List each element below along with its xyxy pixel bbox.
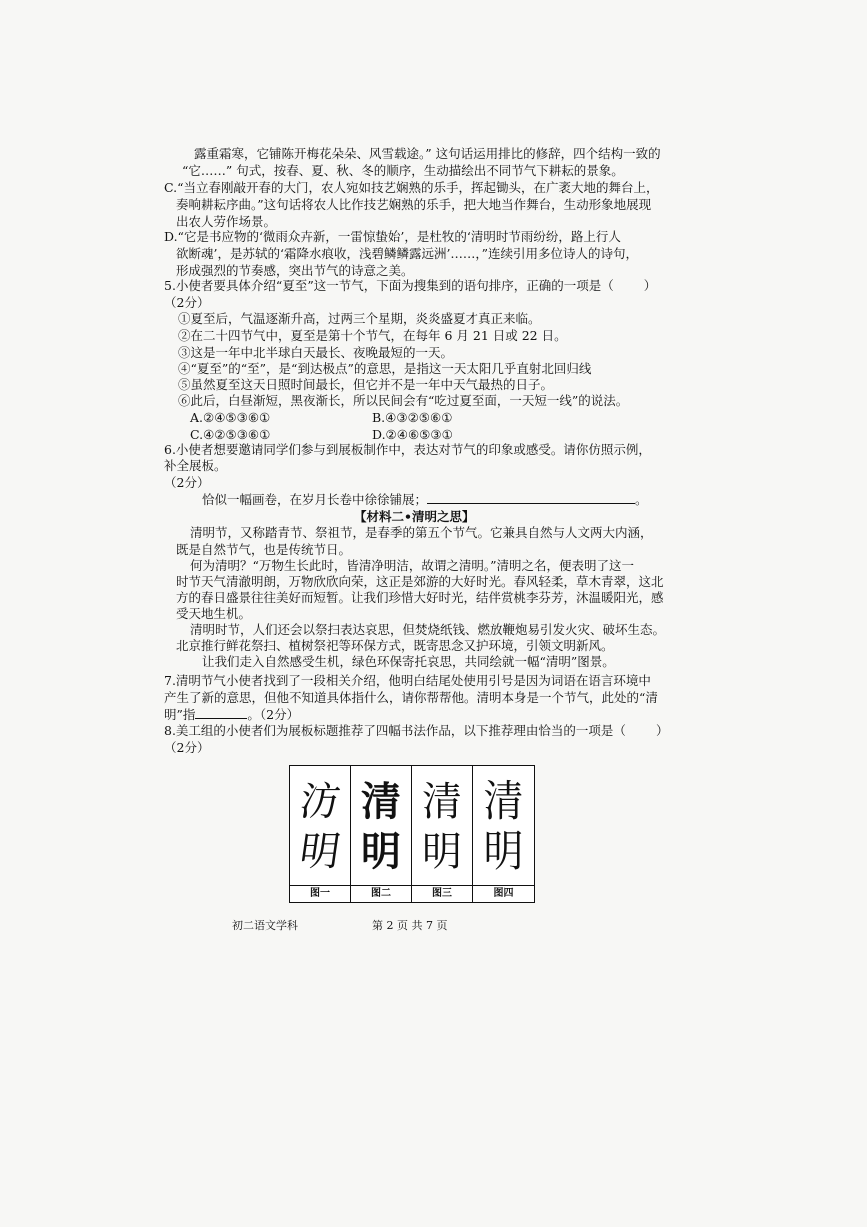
figure-2-top-char: 清 — [361, 778, 401, 825]
q8-line-1: 8.美工组的小使者们为展板标题推荐了四幅书法作品，以下推荐理由恰当的一项是（ ） — [164, 723, 669, 738]
figure-2-bottom-char: 明 — [361, 828, 401, 875]
calligraphy-figure-4[interactable] — [473, 766, 534, 902]
q7-answer-blank[interactable] — [195, 706, 247, 719]
figure-4-bottom-char: 明 — [483, 827, 524, 877]
option-b-line-2: “它……” 句式，按春、夏、秋、冬的顺序，生动描绘出不同节气下耕耘的景象。 — [182, 163, 624, 178]
q6-answer-blank[interactable] — [427, 491, 635, 504]
material2-p1-line-2: 既是自然节气，也是传统节日。 — [176, 542, 352, 557]
material2-p1-line-1: 清明节，又称踏青节、祭祖节，是春季的第五个节气。它兼具自然与人文两大内涵， — [190, 525, 653, 540]
q7-line-3: 明”指 。（2分） — [164, 707, 300, 722]
q5-stem: 5.小使者要具体介绍“夏至”这一节气，下面为搜集到的语句排序，正确的一项是（ ） — [164, 278, 657, 293]
figure-1-top-char: 汸 — [296, 779, 344, 825]
q7-line-2: 产生了新的意思，但他不知道具体指什么，请你帮帮他。清明本身是一个节气，此处的“清 — [164, 690, 658, 705]
figure-3-bottom-char: 明 — [422, 829, 462, 875]
calligraphy-figure-2[interactable] — [351, 766, 412, 902]
q5-option-b[interactable]: B.④③②⑤⑥① — [372, 410, 453, 425]
q8-score: （2分） — [164, 740, 210, 755]
option-d-line-2: 欲断魂’，是苏轼的‘霜降水痕收，浅碧鳞鳞露远洲’……，”连续引用多位诗人的诗句， — [176, 246, 639, 261]
q5-option-c[interactable]: C.④②⑤③⑥① — [190, 427, 271, 442]
q5-sentence-1: ①夏至后，气温逐渐升高，过两三个星期，炎炎盛夏才真正来临。 — [178, 311, 541, 326]
figure-4-top-char: 清 — [483, 777, 524, 827]
footer-subject: 初二语文学科 — [232, 919, 298, 932]
material2-p2-line-3: 方的春日盛景往往美好而短暂。让我们珍惜大好时光，结伴赏桃李芬芳，沐温暖阳光，感 — [176, 590, 664, 605]
material2-heading: 【材料二•清明之思】 — [354, 509, 475, 524]
q6-score: （2分） — [164, 475, 210, 490]
option-c-line-2: 奏响耕耘序曲。”这句话将农人比作技艺娴熟的乐手，把大地当作舞台，生动形象地展现 — [176, 197, 652, 212]
option-c-line-3: 出农人劳作场景。 — [176, 214, 277, 229]
calligraphy-figure-3[interactable] — [412, 766, 473, 902]
footer-page-number: 第 2 页 共 7 页 — [372, 919, 448, 932]
calligraphy-figures — [289, 765, 535, 903]
material2-p2-line-2: 时节天气清澈明朗，万物欣欣向荣，这正是郊游的大好时光。春风轻柔，草木青翠，这北 — [176, 574, 664, 589]
figure-3-caption: 图三 — [412, 885, 472, 902]
figure-3-top-char: 清 — [422, 779, 462, 825]
q5-sentence-6: ⑥此后，白昼渐短，黑夜渐长，所以民间会有“吃过夏至面，一天短一线”的说法。 — [178, 393, 629, 408]
material2-p3-line-2: 北京推行鲜花祭扫、植树祭祀等环保方式，既寄思念又护环境，引领文明新风。 — [176, 638, 614, 653]
material2-p2-line-1: 何为清明？“万物生长此时，皆清净明洁，故谓之清明。”清明之名，便表明了这一 — [190, 558, 635, 573]
calligraphy-figure-1[interactable] — [290, 766, 351, 902]
q5-sentence-3: ③这是一年中北半球白天最长、夜晚最短的一天。 — [178, 345, 454, 360]
figure-2-caption: 图二 — [351, 885, 411, 902]
q7-line-1: 7.清明节气小使者找到了一段相关介绍，他明白结尾处使用引号是因为词语在语言环境中 — [164, 673, 651, 688]
figure-4-caption: 图四 — [473, 885, 534, 902]
q6-example-line: 恰似一幅画卷，在岁月长卷中徐徐铺展； 。 — [202, 492, 648, 507]
q5-score: （2分） — [164, 295, 210, 310]
figure-1-bottom-char: 明 — [296, 829, 344, 875]
option-d-line-1: D.“它是书应物的‘微雨众卉新，一雷惊蛰始’，是杜牧的‘清明时节雨纷纷，路上行人 — [164, 229, 621, 244]
figure-1-caption: 图一 — [290, 885, 350, 902]
q5-sentence-4: ④“夏至”的“至”，是“到达极点”的意思，是指这一天太阳几乎直射北回归线 — [178, 361, 592, 376]
q6-line-2: 补全展板。 — [164, 458, 227, 473]
q5-sentence-5: ⑤虽然夏至这天日照时间最长，但它并不是一年中天气最热的日子。 — [178, 377, 554, 392]
q5-option-a[interactable]: A.②④⑤③⑥① — [190, 410, 271, 425]
material2-p4: 让我们走入自然感受生机，绿色环保寄托哀思，共同绘就一幅“清明”图景。 — [202, 654, 615, 669]
material2-p2-line-4: 受天地生机。 — [176, 606, 252, 621]
q5-option-d[interactable]: D.②④⑥⑤③① — [372, 427, 453, 442]
material2-p3-line-1: 清明时节，人们还会以祭扫表达哀思，但焚烧纸钱、燃放鞭炮易引发火灾、破坏生态。 — [190, 622, 666, 637]
option-d-line-3: 形成强烈的节奏感，突出节气的诗意之美。 — [176, 263, 414, 278]
option-b-line-1: 露重霜寒，它铺陈开梅花朵朵、风雪载途。” 这句话运用排比的修辞，四个结构一致的 — [194, 146, 661, 161]
q5-sentence-2: ②在二十四节气中，夏至是第十个节气，在每年 6 月 21 日或 22 日。 — [178, 328, 567, 343]
q6-line-1: 6.小使者想要邀请同学们参与到展板制作中，表达对节气的印象或感受。请你仿照示例， — [164, 442, 651, 457]
option-c-line-1: C.“当立春刚敲开春的大门，农人宛如技艺娴熟的乐手，挥起锄头，在广袤大地的舞台上， — [164, 180, 659, 195]
